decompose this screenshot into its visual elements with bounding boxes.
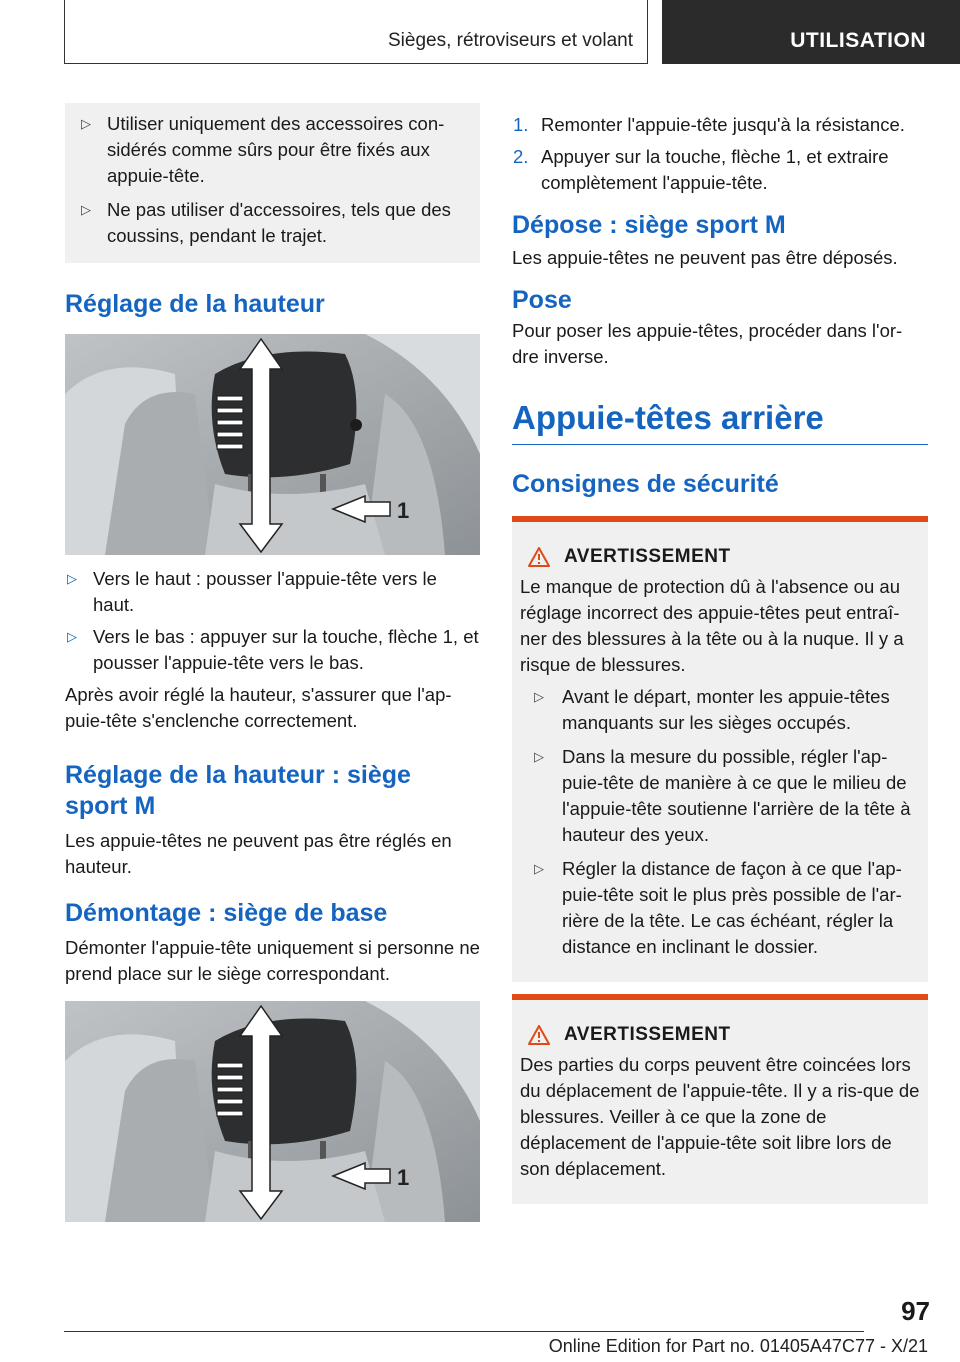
triangle-bullet-icon: ▷ bbox=[67, 629, 77, 644]
list-item: ▷ Régler la distance de façon à ce que l'ap-puie-tête soit le plus près possible de l'ar-rière de la tête. Le cas échéant, régler la distance en inclinant le dossier. bbox=[534, 858, 902, 957]
list-item: ▷ Utiliser uniquement des accessoires con-sidérés comme sûrs pour être fixés aux appuie-tête. bbox=[81, 113, 445, 186]
list-item: ▷ Vers le haut : pousser l'appuie-tête vers le haut. bbox=[67, 568, 437, 615]
warning-text: Des parties du corps peuvent être coincées lors du déplacement de l'appuie-tête. Il y a ris-que de blessures. Veiller à ce que la zone de déplacement de l'appuie-tête soit libre lors de son déplacement. bbox=[520, 1054, 920, 1179]
headrest-illustration bbox=[65, 334, 480, 555]
warning-triangle-icon bbox=[528, 1025, 550, 1045]
heading-arriere: Appuie-têtes arrière bbox=[512, 399, 824, 436]
triangle-bullet-icon: ▷ bbox=[81, 116, 91, 131]
arrow-label-1: 1 bbox=[397, 498, 410, 523]
warning-triangle-icon bbox=[528, 547, 550, 567]
after-text: Après avoir réglé la hauteur, s'assurer que l'ap-puie-tête s'enclenche correctement. bbox=[65, 684, 452, 731]
list-item: ▷ Dans la mesure du possible, régler l'ap-puie-tête de manière à ce que le milieu de l'appuie-tête soutienne l'arrière de la tête à hauteur des yeux. bbox=[534, 746, 911, 845]
footer-divider bbox=[64, 1331, 864, 1332]
warning-box-2 bbox=[512, 994, 928, 1204]
top-bullets-box bbox=[65, 103, 480, 263]
numbered-step: 1. Remonter l'appuie-tête jusqu'à la résistance. bbox=[513, 114, 905, 135]
list-item: ▷ Vers le bas : appuyer sur la touche, flèche 1, et pousser l'appuie-tête vers le bas. bbox=[67, 626, 479, 673]
chapter-tab bbox=[662, 0, 960, 64]
footer-edition: Online Edition for Part no. 01405A47C77 - X/21 bbox=[548, 1336, 928, 1356]
heading-hauteur: Réglage de la hauteur bbox=[65, 290, 325, 318]
list-item: ▷ Avant le départ, monter les appuie-têtes manquants sur les sièges occupés. bbox=[534, 686, 890, 733]
numbered-step: 2. Appuyer sur la touche, flèche 1, et extraire complètement l'appuie-tête. bbox=[513, 146, 889, 193]
headrest-illustration bbox=[65, 1001, 480, 1222]
height-bullets bbox=[65, 566, 480, 676]
triangle-bullet-icon: ▷ bbox=[534, 749, 544, 764]
triangle-bullet-icon: ▷ bbox=[534, 689, 544, 704]
list-item: ▷ Ne pas utiliser d'accessoires, tels que des coussins, pendant le trajet. bbox=[81, 199, 451, 246]
pose-text: Pour poser les appuie-têtes, procéder dans l'or-dre inverse. bbox=[512, 320, 903, 367]
headrest-photo-1 bbox=[65, 334, 480, 555]
triangle-bullet-icon: ▷ bbox=[534, 861, 544, 876]
warning-text: Le manque de protection dû à l'absence ou au réglage incorrect des appuie-têtes peut entraî-ner des blessures à la tête ou à la nuque. Il y a risque de blessures. bbox=[520, 576, 904, 675]
arrow-label-1: 1 bbox=[397, 1165, 410, 1190]
page-number: 97 bbox=[901, 1296, 930, 1326]
depose-text: Les appuie-têtes ne peuvent pas être déposés. bbox=[512, 247, 898, 268]
left-column bbox=[65, 103, 480, 1222]
warning-box-1 bbox=[512, 516, 928, 982]
warning-title: AVERTISSEMENT bbox=[520, 544, 920, 570]
heading-demontage: Démontage : siège de base bbox=[65, 899, 388, 927]
sport-text: Les appuie-têtes ne peuvent pas être réglés en hauteur. bbox=[65, 830, 452, 877]
triangle-bullet-icon: ▷ bbox=[81, 202, 91, 217]
heading-consignes: Consignes de sécurité bbox=[512, 470, 779, 498]
heading-rule bbox=[512, 444, 928, 445]
chapter-tab-label: UTILISATION bbox=[790, 29, 926, 52]
warning-title: AVERTISSEMENT bbox=[520, 1022, 920, 1048]
demontage-text: Démonter l'appuie-tête uniquement si personne ne prend place sur le siège correspondant. bbox=[65, 937, 480, 984]
heading-depose: Dépose : siège sport M bbox=[512, 211, 786, 239]
header-section-box bbox=[64, 0, 648, 64]
heading-sport: Réglage de la hauteur : siège sport M bbox=[65, 761, 411, 820]
headrest-photo-2 bbox=[65, 1001, 480, 1222]
triangle-bullet-icon: ▷ bbox=[67, 571, 77, 586]
heading-pose: Pose bbox=[512, 286, 572, 314]
section-title: Sièges, rétroviseurs et volant bbox=[387, 30, 633, 51]
right-column bbox=[512, 112, 928, 1204]
